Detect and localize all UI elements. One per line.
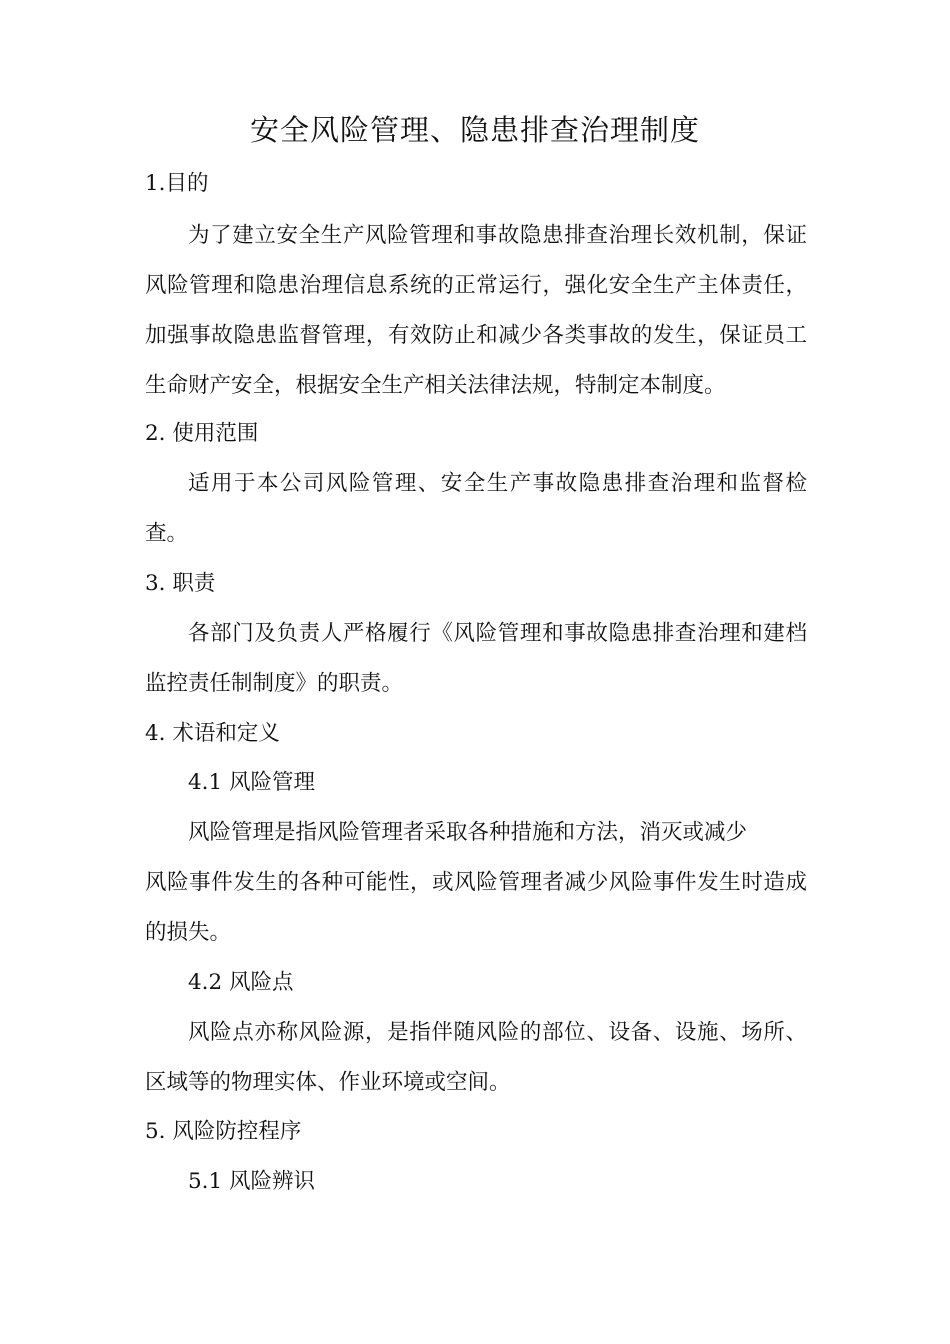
paragraph-line: 监控责任制制度》的职责。 [145, 671, 404, 696]
paragraph-line: 各部门及负责人严格履行《风险管理和事故隐患排查治理和建档 [188, 621, 807, 646]
paragraph-line: 区域等的物理实体、作业环境或空间。 [145, 1070, 511, 1095]
section-2-heading: 2. 使用范围 [145, 421, 259, 446]
paragraph-line: 查。 [145, 521, 189, 546]
paragraph-line: 适用于本公司风险管理、安全生产事故隐患排查治理和监督检 [188, 471, 807, 496]
subsection-4-2-heading: 4.2 风险点 [188, 970, 294, 995]
section-4-heading: 4. 术语和定义 [145, 721, 280, 746]
paragraph-line: 风险点亦称风险源，是指伴随风险的部位、设备、设施、场所、 [188, 1020, 807, 1045]
paragraph-line: 生命财产安全，根据安全生产相关法律法规，特制定本制度。 [145, 373, 726, 398]
section-1-heading: 1.目的 [145, 171, 209, 196]
document-title: 安全风险管理、隐患排查治理制度 [249, 113, 700, 147]
subsection-4-1-heading: 4.1 风险管理 [188, 770, 316, 795]
paragraph-line: 为了建立安全生产风险管理和事故隐患排查治理长效机制，保证 [188, 223, 807, 248]
paragraph-line: 风险管理和隐患治理信息系统的正常运行，强化安全生产主体责任， [145, 273, 807, 298]
paragraph-line: 加强事故隐患监督管理，有效防止和减少各类事故的发生，保证员工 [145, 323, 807, 348]
paragraph-line: 的损失。 [145, 920, 232, 945]
section-5-heading: 5. 风险防控程序 [145, 1119, 302, 1144]
paragraph-line: 风险事件发生的各种可能性，或风险管理者减少风险事件发生时造成 [145, 870, 807, 895]
subsection-5-1-heading: 5.1 风险辨识 [188, 1169, 316, 1194]
section-3-heading: 3. 职责 [145, 571, 216, 596]
paragraph-line: 风险管理是指风险管理者采取各种措施和方法，消灭或减少 [188, 820, 748, 845]
